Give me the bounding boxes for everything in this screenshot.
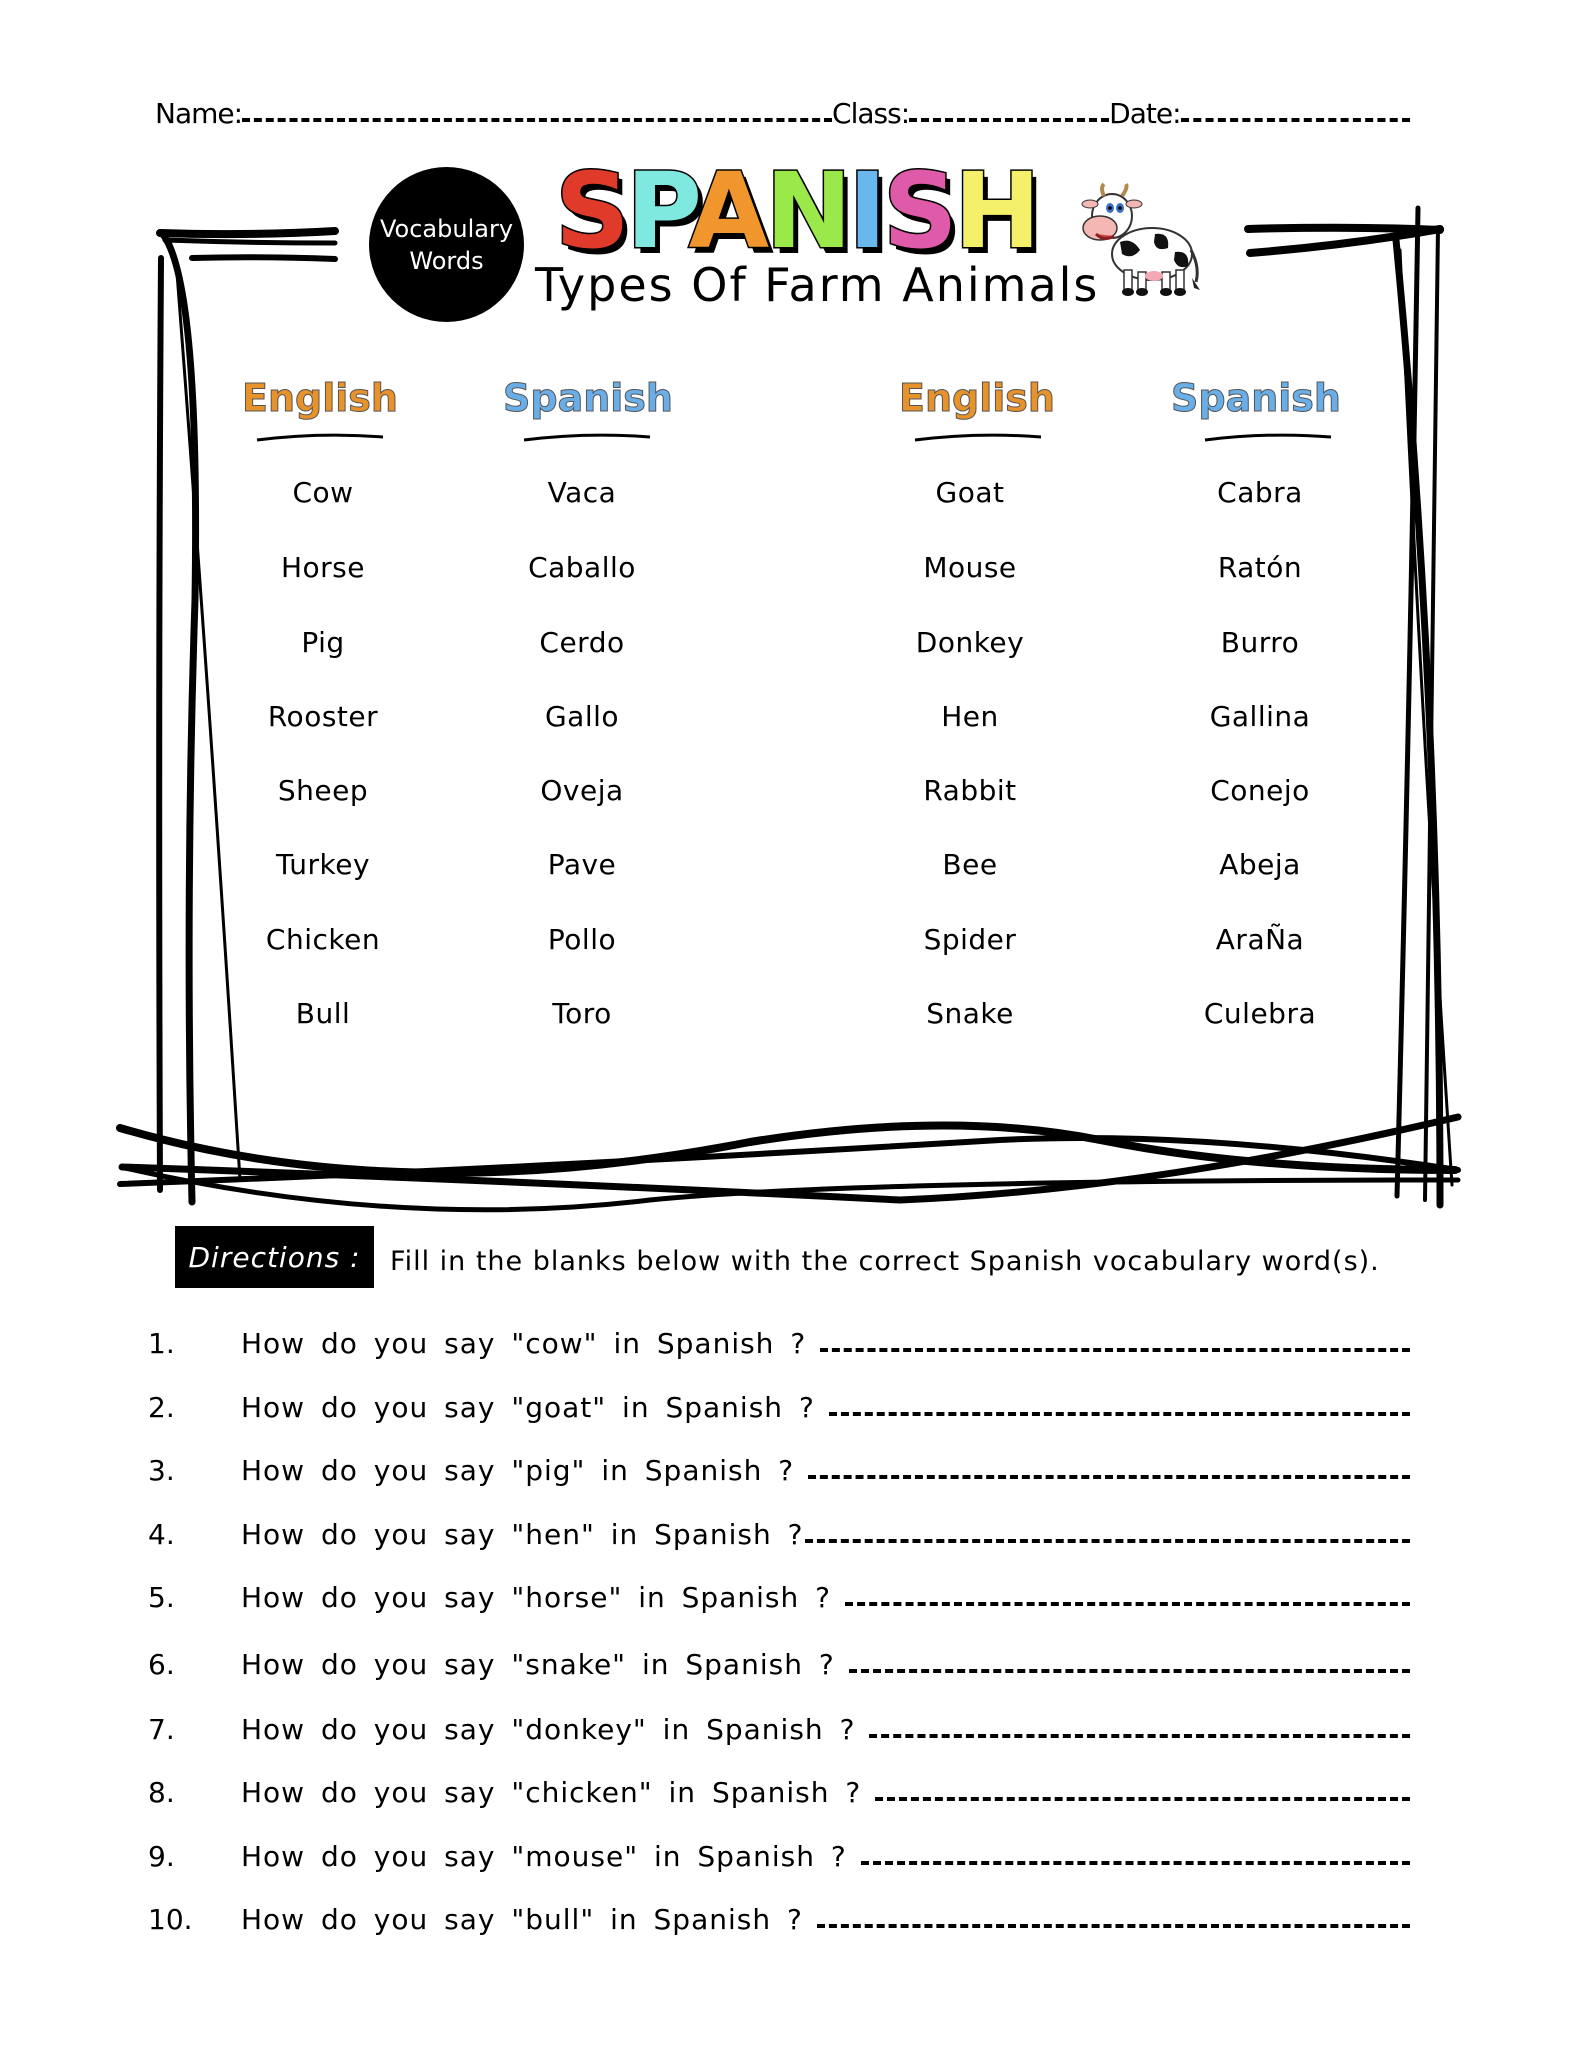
header-underline xyxy=(255,430,385,444)
badge-line-1: Vocabulary xyxy=(379,214,514,243)
question-number: 7. xyxy=(148,1713,175,1746)
spanish-title xyxy=(555,150,1037,272)
title-letter: S xyxy=(555,150,626,272)
question-text: How do you say "hen" in Spanish ? xyxy=(241,1518,804,1551)
question-text: How do you say "bull" in Spanish ? xyxy=(241,1903,803,1936)
header-english-left: English xyxy=(242,376,398,420)
question-row xyxy=(148,1570,1410,1614)
question-number: 1. xyxy=(148,1327,175,1360)
vocab-spanish: Culebra xyxy=(1203,997,1317,1030)
question-number: 6. xyxy=(148,1648,175,1681)
header-english-right: English xyxy=(899,376,1055,420)
vocab-spanish: Caballo xyxy=(528,551,636,584)
header-underline xyxy=(1203,430,1333,444)
vocab-english: Horse xyxy=(280,551,365,584)
vocab-spanish: Abeja xyxy=(1219,848,1301,881)
cow-icon xyxy=(1070,182,1205,302)
vocab-english: Cow xyxy=(292,476,354,509)
vocab-english: Hen xyxy=(941,700,999,733)
header-underline xyxy=(913,430,1043,444)
vocab-english: Rooster xyxy=(267,700,379,733)
question-text: How do you say "horse" in Spanish ? xyxy=(241,1581,831,1614)
vocab-english: Sheep xyxy=(277,774,369,807)
question-row xyxy=(148,1829,1410,1873)
answer-blank[interactable] xyxy=(808,1475,1410,1479)
answer-blank[interactable] xyxy=(875,1797,1410,1801)
question-row xyxy=(148,1316,1410,1360)
vocab-spanish: Vaca xyxy=(547,476,617,509)
vocab-spanish: Burro xyxy=(1220,626,1300,659)
vocab-english: Rabbit xyxy=(923,774,1017,807)
vocab-english: Turkey xyxy=(275,848,371,881)
badge-line-2: Words xyxy=(409,246,484,275)
question-text: How do you say "goat" in Spanish ? xyxy=(241,1391,815,1424)
question-text: How do you say "chicken" in Spanish ? xyxy=(241,1776,862,1809)
vocab-spanish: Ratón xyxy=(1217,551,1303,584)
answer-blank[interactable] xyxy=(869,1734,1410,1738)
vocab-spanish: Conejo xyxy=(1210,774,1310,807)
question-number: 10. xyxy=(148,1903,193,1936)
title-letter: A xyxy=(688,150,766,272)
vocab-spanish: Pollo xyxy=(547,923,617,956)
question-text: How do you say "mouse" in Spanish ? xyxy=(241,1840,847,1873)
vocab-spanish: Gallina xyxy=(1209,700,1311,733)
question-number: 2. xyxy=(148,1391,175,1424)
student-info-line xyxy=(155,86,1410,130)
answer-blank[interactable] xyxy=(849,1669,1410,1673)
question-number: 4. xyxy=(148,1518,175,1551)
vocab-spanish: AraÑa xyxy=(1215,923,1305,956)
title-letter: H xyxy=(953,150,1037,272)
question-text: How do you say "cow" in Spanish ? xyxy=(241,1327,807,1360)
date-label: Date: xyxy=(1109,97,1181,130)
vocab-english: Snake xyxy=(926,997,1014,1030)
answer-blank[interactable] xyxy=(829,1412,1410,1416)
question-text: How do you say "donkey" in Spanish ? xyxy=(241,1713,856,1746)
question-row xyxy=(148,1443,1410,1487)
question-number: 3. xyxy=(148,1454,175,1487)
vocab-spanish: Cerdo xyxy=(539,626,625,659)
vocab-spanish: Gallo xyxy=(544,700,620,733)
header-underline xyxy=(522,430,652,444)
answer-blank[interactable] xyxy=(845,1602,1410,1606)
directions-label: Directions : xyxy=(175,1226,374,1288)
answer-blank[interactable] xyxy=(861,1861,1410,1865)
vocab-spanish: Cabra xyxy=(1217,476,1303,509)
vocab-english: Pig xyxy=(301,626,345,659)
vocab-spanish: Pave xyxy=(547,848,617,881)
question-row xyxy=(148,1765,1410,1809)
date-field[interactable] xyxy=(1181,118,1410,122)
vocab-english: Bee xyxy=(942,848,998,881)
title-letter: S xyxy=(882,150,954,272)
class-field[interactable] xyxy=(909,118,1109,122)
answer-blank[interactable] xyxy=(805,1539,1410,1543)
vocab-english: Mouse xyxy=(923,551,1017,584)
question-text: How do you say "pig" in Spanish ? xyxy=(241,1454,795,1487)
header-spanish-left: Spanish xyxy=(503,376,673,420)
question-number: 9. xyxy=(148,1840,175,1873)
vocab-spanish: Oveja xyxy=(540,774,624,807)
question-row xyxy=(148,1892,1410,1936)
vocab-english: Chicken xyxy=(265,923,381,956)
title-letter: I xyxy=(848,150,883,272)
question-row xyxy=(148,1380,1410,1424)
directions-text: Fill in the blanks below with the correct Spanish vocabulary word(s). xyxy=(390,1246,1380,1277)
question-number: 8. xyxy=(148,1776,175,1809)
answer-blank[interactable] xyxy=(817,1924,1410,1928)
question-row xyxy=(148,1702,1410,1746)
name-field[interactable] xyxy=(242,118,832,122)
class-label: Class: xyxy=(832,97,910,130)
question-text: How do you say "snake" in Spanish ? xyxy=(241,1648,835,1681)
vocab-english: Donkey xyxy=(915,626,1025,659)
header-spanish-right: Spanish xyxy=(1171,376,1341,420)
question-row xyxy=(148,1637,1410,1681)
answer-blank[interactable] xyxy=(820,1348,1410,1352)
vocab-english: Bull xyxy=(295,997,351,1030)
vocab-english: Goat xyxy=(935,476,1005,509)
title-letter: P xyxy=(625,150,689,272)
title-letter: N xyxy=(765,150,849,272)
question-number: 5. xyxy=(148,1581,175,1614)
vocab-english: Spider xyxy=(923,923,1017,956)
vocab-spanish: Toro xyxy=(552,997,612,1030)
name-label: Name: xyxy=(155,97,243,130)
question-row xyxy=(148,1507,1410,1551)
vocabulary-words-badge xyxy=(369,167,524,322)
worksheet-subtitle: Types Of Farm Animals xyxy=(535,258,1100,312)
